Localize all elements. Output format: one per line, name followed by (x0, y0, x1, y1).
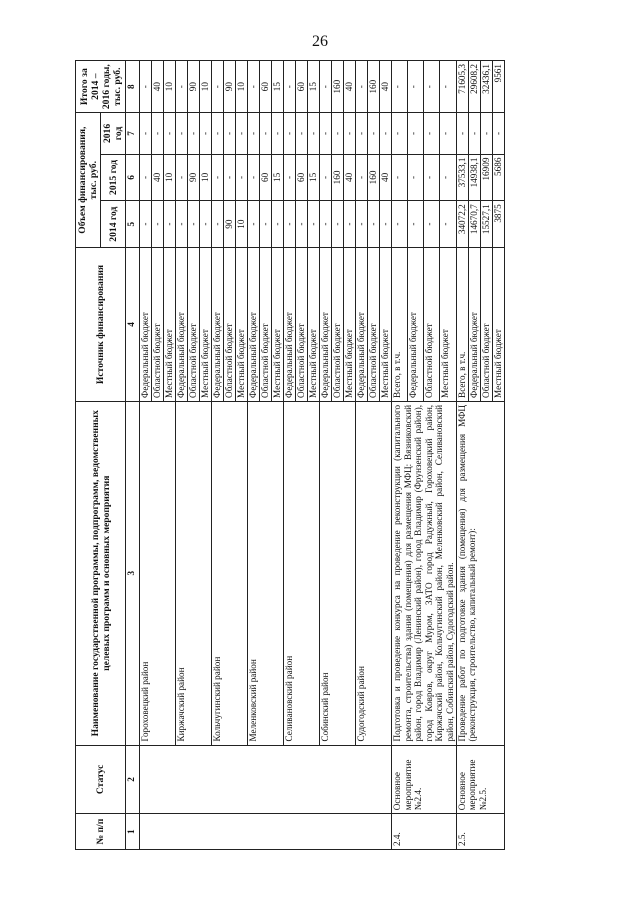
header-status: Статус (76, 745, 126, 814)
source-cell: Местный бюджет (236, 248, 248, 402)
table-row (140, 61, 152, 850)
item-number: 2.5. (456, 814, 504, 850)
value-2014: - (308, 201, 320, 248)
value-2015: - (440, 154, 456, 201)
header-source: Источник финансирования (76, 248, 126, 402)
value-2015: - (408, 154, 424, 201)
value-2016: - (380, 113, 392, 154)
value-2016: - (344, 113, 356, 154)
district-rows (140, 61, 392, 850)
value-total: - (248, 61, 260, 113)
district-name: Гороховецкий район (140, 401, 176, 745)
item-name: Подготовка и проведение конкурса на проведение реконструкции (капитального ремонта, строительства) здания (помещения) для размещения МФЦ: Вязниковский район, город Владимир (Ленинский район), город Владимир (Фрунзенский район), город Ковров, округ Муром, ЗАТО город Радужный, Гороховецкий район, Киржачский район, Кольчугинский район, Меленковский район, Селивановский район, Собинский район, Судогодский район. (392, 401, 456, 745)
value-2014: - (176, 201, 188, 248)
value-2016: - (392, 113, 408, 154)
value-total: 15 (272, 61, 284, 113)
value-2015: - (424, 154, 440, 201)
column-number: 7 (126, 113, 140, 154)
value-2014: 90 (224, 201, 236, 248)
value-2015: 90 (188, 154, 200, 201)
district-name: Собинский район (320, 401, 356, 745)
value-total: 10 (200, 61, 212, 113)
header-total: Итого за 2014 – 2016 годы, тыс. руб. (76, 61, 126, 113)
value-2015: - (248, 154, 260, 201)
district-name: Селивановский район (284, 401, 320, 745)
value-2016: - (272, 113, 284, 154)
table-row (320, 61, 332, 850)
source-cell: Всего, в т.ч. (456, 248, 468, 402)
table-row (212, 61, 224, 850)
value-2014: - (296, 201, 308, 248)
value-2014: - (424, 201, 440, 248)
header-name: Наименование государственной программы, подпрограмм, ведомственных целевых программ и основных мероприятия (76, 401, 126, 745)
value-2015: 10 (164, 154, 176, 201)
value-total: - (140, 61, 152, 113)
value-2015: 16909 (480, 154, 492, 201)
value-2014: - (332, 201, 344, 248)
value-2014: - (284, 201, 296, 248)
value-2016: - (332, 113, 344, 154)
value-total: - (320, 61, 332, 113)
value-total: - (212, 61, 224, 113)
value-2016: - (236, 113, 248, 154)
value-total: - (392, 61, 408, 113)
value-2015: 40 (344, 154, 356, 201)
value-2014: - (152, 201, 164, 248)
source-cell: Местный бюджет (492, 248, 504, 402)
value-2016: - (296, 113, 308, 154)
value-total: 160 (332, 61, 344, 113)
value-2015: - (176, 154, 188, 201)
value-total: 32436,1 (480, 61, 492, 113)
value-2015: - (392, 154, 408, 201)
source-cell: Областной бюджет (260, 248, 272, 402)
source-cell: Местный бюджет (344, 248, 356, 402)
district-name: Меленковский район (248, 401, 284, 745)
item-2-4-rows (392, 61, 456, 850)
value-2015: 60 (260, 154, 272, 201)
source-cell: Федеральный бюджет (176, 248, 188, 402)
value-2014: - (368, 201, 380, 248)
value-2016: - (200, 113, 212, 154)
value-total: 29608,2 (468, 61, 480, 113)
value-2015: 37533,1 (456, 154, 468, 201)
value-2015: 15 (272, 154, 284, 201)
value-2014: 14670,7 (468, 201, 480, 248)
value-2015: - (224, 154, 236, 201)
header-2014: 2014 год (101, 201, 126, 248)
value-2014: - (272, 201, 284, 248)
source-cell: Федеральный бюджет (408, 248, 424, 402)
item-name: Проведение работ по подготовке здания (помещения) для размещения МФЦ (реконструкция, строительство, капитальный ремонт): (456, 401, 504, 745)
value-2016: - (424, 113, 440, 154)
header-num: № п/п (76, 814, 126, 850)
column-number: 4 (126, 248, 140, 402)
value-2016: - (140, 113, 152, 154)
table-row (176, 61, 188, 850)
source-cell: Областной бюджет (424, 248, 440, 402)
source-cell: Местный бюджет (272, 248, 284, 402)
table-row (284, 61, 296, 850)
value-2015: 10 (200, 154, 212, 201)
value-2015: - (320, 154, 332, 201)
value-total: 40 (152, 61, 164, 113)
column-number-row (126, 61, 140, 850)
value-2014: - (188, 201, 200, 248)
source-cell: Областной бюджет (188, 248, 200, 402)
table-row (356, 61, 368, 850)
value-total: 60 (296, 61, 308, 113)
value-2015: - (284, 154, 296, 201)
value-2014: - (200, 201, 212, 248)
source-cell: Федеральный бюджет (248, 248, 260, 402)
source-cell: Областной бюджет (296, 248, 308, 402)
value-total: 9561 (492, 61, 504, 113)
value-2014: - (320, 201, 332, 248)
value-2016: - (308, 113, 320, 154)
source-cell: Местный бюджет (380, 248, 392, 402)
value-2016: - (188, 113, 200, 154)
value-total: 160 (368, 61, 380, 113)
value-2015: - (212, 154, 224, 201)
funding-table (75, 60, 505, 850)
source-cell: Всего, в т.ч. (392, 248, 408, 402)
column-number: 6 (126, 154, 140, 201)
value-total: 40 (380, 61, 392, 113)
value-2014: - (212, 201, 224, 248)
source-cell: Областной бюджет (152, 248, 164, 402)
column-number: 5 (126, 201, 140, 248)
district-name: Кольчугинский район (212, 401, 248, 745)
value-2015: 160 (332, 154, 344, 201)
value-2016: - (212, 113, 224, 154)
source-cell: Областной бюджет (224, 248, 236, 402)
value-2016: - (176, 113, 188, 154)
page-number: 26 (312, 33, 328, 50)
value-total: 40 (344, 61, 356, 113)
value-total: 90 (188, 61, 200, 113)
value-2014: - (392, 201, 408, 248)
value-2016: - (480, 113, 492, 154)
value-2014: - (380, 201, 392, 248)
header-funding-group: Объем финансирования, тыс. руб. (76, 113, 101, 248)
item-status: Основное мероприятие №2.5. (456, 745, 504, 814)
value-2016: - (164, 113, 176, 154)
value-2016: - (284, 113, 296, 154)
value-2016: - (320, 113, 332, 154)
source-cell: Федеральный бюджет (320, 248, 332, 402)
value-2015: 60 (296, 154, 308, 201)
value-2014: 10 (236, 201, 248, 248)
column-number: 1 (126, 814, 140, 850)
value-total: 60 (260, 61, 272, 113)
value-2014: 3875 (492, 201, 504, 248)
value-2016: - (468, 113, 480, 154)
num-cell (140, 814, 392, 850)
value-2016: - (440, 113, 456, 154)
value-2015: 40 (152, 154, 164, 201)
district-name: Киржачский район (176, 401, 212, 745)
value-2014: - (140, 201, 152, 248)
value-2014: 15527,1 (480, 201, 492, 248)
value-2015: - (236, 154, 248, 201)
value-2016: - (456, 113, 468, 154)
column-number: 2 (126, 745, 140, 814)
value-2016: - (152, 113, 164, 154)
value-2016: - (408, 113, 424, 154)
value-total: - (408, 61, 424, 113)
column-number: 8 (126, 61, 140, 113)
district-name: Судогодский район (356, 401, 392, 745)
value-total: 15 (308, 61, 320, 113)
value-2015: - (140, 154, 152, 201)
value-2016: - (224, 113, 236, 154)
value-2014: - (344, 201, 356, 248)
value-2016: - (356, 113, 368, 154)
source-cell: Местный бюджет (200, 248, 212, 402)
source-cell: Местный бюджет (440, 248, 456, 402)
value-2015: 5686 (492, 154, 504, 201)
value-2015: 15 (308, 154, 320, 201)
value-total: 71605,3 (456, 61, 468, 113)
value-2016: - (492, 113, 504, 154)
value-total: - (424, 61, 440, 113)
value-2016: - (368, 113, 380, 154)
source-cell: Местный бюджет (308, 248, 320, 402)
value-2015: 40 (380, 154, 392, 201)
value-2014: 34072,2 (456, 201, 468, 248)
source-cell: Федеральный бюджет (356, 248, 368, 402)
value-2015: 14938,1 (468, 154, 480, 201)
item-status: Основное мероприятие №2.4. (392, 745, 456, 814)
item-number: 2.4. (392, 814, 456, 850)
status-cell (140, 745, 392, 814)
source-cell: Местный бюджет (164, 248, 176, 402)
source-cell: Федеральный бюджет (284, 248, 296, 402)
table-row (248, 61, 260, 850)
rotated-table-wrapper (75, 60, 565, 850)
value-total: - (284, 61, 296, 113)
value-2016: - (248, 113, 260, 154)
value-2014: - (440, 201, 456, 248)
value-total: 10 (236, 61, 248, 113)
value-2014: - (356, 201, 368, 248)
source-cell: Областной бюджет (368, 248, 380, 402)
value-total: - (440, 61, 456, 113)
value-2014: - (260, 201, 272, 248)
source-cell: Областной бюджет (332, 248, 344, 402)
source-cell: Федеральный бюджет (468, 248, 480, 402)
value-total: 90 (224, 61, 236, 113)
value-2014: - (408, 201, 424, 248)
value-2014: - (248, 201, 260, 248)
value-2016: - (260, 113, 272, 154)
value-total: 10 (164, 61, 176, 113)
value-2014: - (164, 201, 176, 248)
source-cell: Федеральный бюджет (140, 248, 152, 402)
source-cell: Областной бюджет (480, 248, 492, 402)
source-cell: Федеральный бюджет (212, 248, 224, 402)
table-row (456, 61, 468, 850)
value-2015: - (356, 154, 368, 201)
value-total: - (356, 61, 368, 113)
header-2015: 2015 год (101, 154, 126, 201)
value-total: - (176, 61, 188, 113)
column-number: 3 (126, 401, 140, 745)
value-2015: 160 (368, 154, 380, 201)
header-2016: 2016 год (101, 113, 126, 154)
item-2-5-rows (456, 61, 504, 850)
table-row (392, 61, 408, 850)
